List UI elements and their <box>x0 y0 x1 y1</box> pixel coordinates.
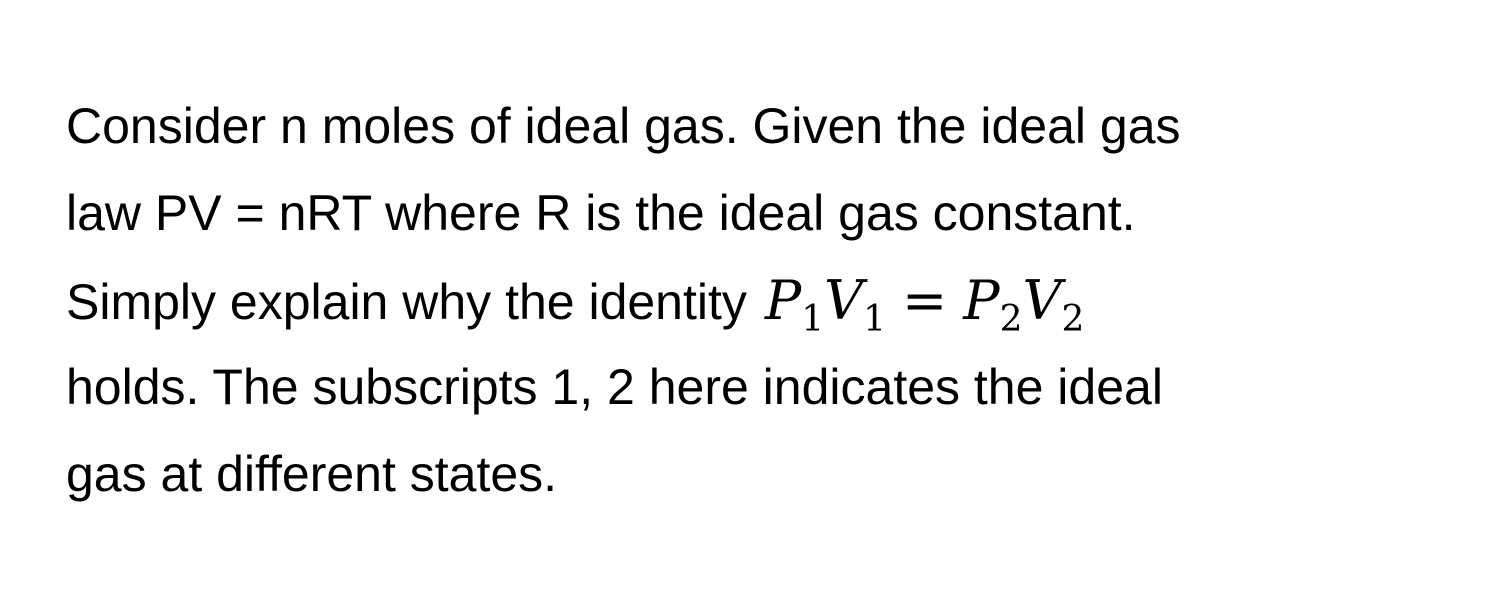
eq-v2-subscript: 2 <box>1061 299 1085 340</box>
eq-p2-subscript: 2 <box>999 299 1023 340</box>
question-line-4: holds. The subscripts 1, 2 here indicates the ideal <box>66 359 1163 415</box>
eq-v1: V <box>824 269 864 332</box>
question-line-1: Consider n moles of ideal gas. Given the ideal gas <box>66 98 1181 154</box>
eq-p1: P <box>764 269 802 332</box>
question-line-2: law PV = nRT where R is the ideal gas constant. <box>66 185 1136 241</box>
eq-v1-subscript: 1 <box>863 299 887 340</box>
eq-p2: P <box>963 269 1000 332</box>
identity-equation <box>764 269 1085 340</box>
question-line-5: gas at different states. <box>66 446 558 502</box>
question-line-3 <box>66 257 1466 344</box>
eq-p1-subscript: 1 <box>801 299 825 340</box>
eq-v2: V <box>1022 269 1062 332</box>
question-line-3-text: Simply explain why the identity <box>66 274 747 330</box>
question-text <box>66 83 1466 518</box>
eq-equals: = <box>902 269 948 332</box>
